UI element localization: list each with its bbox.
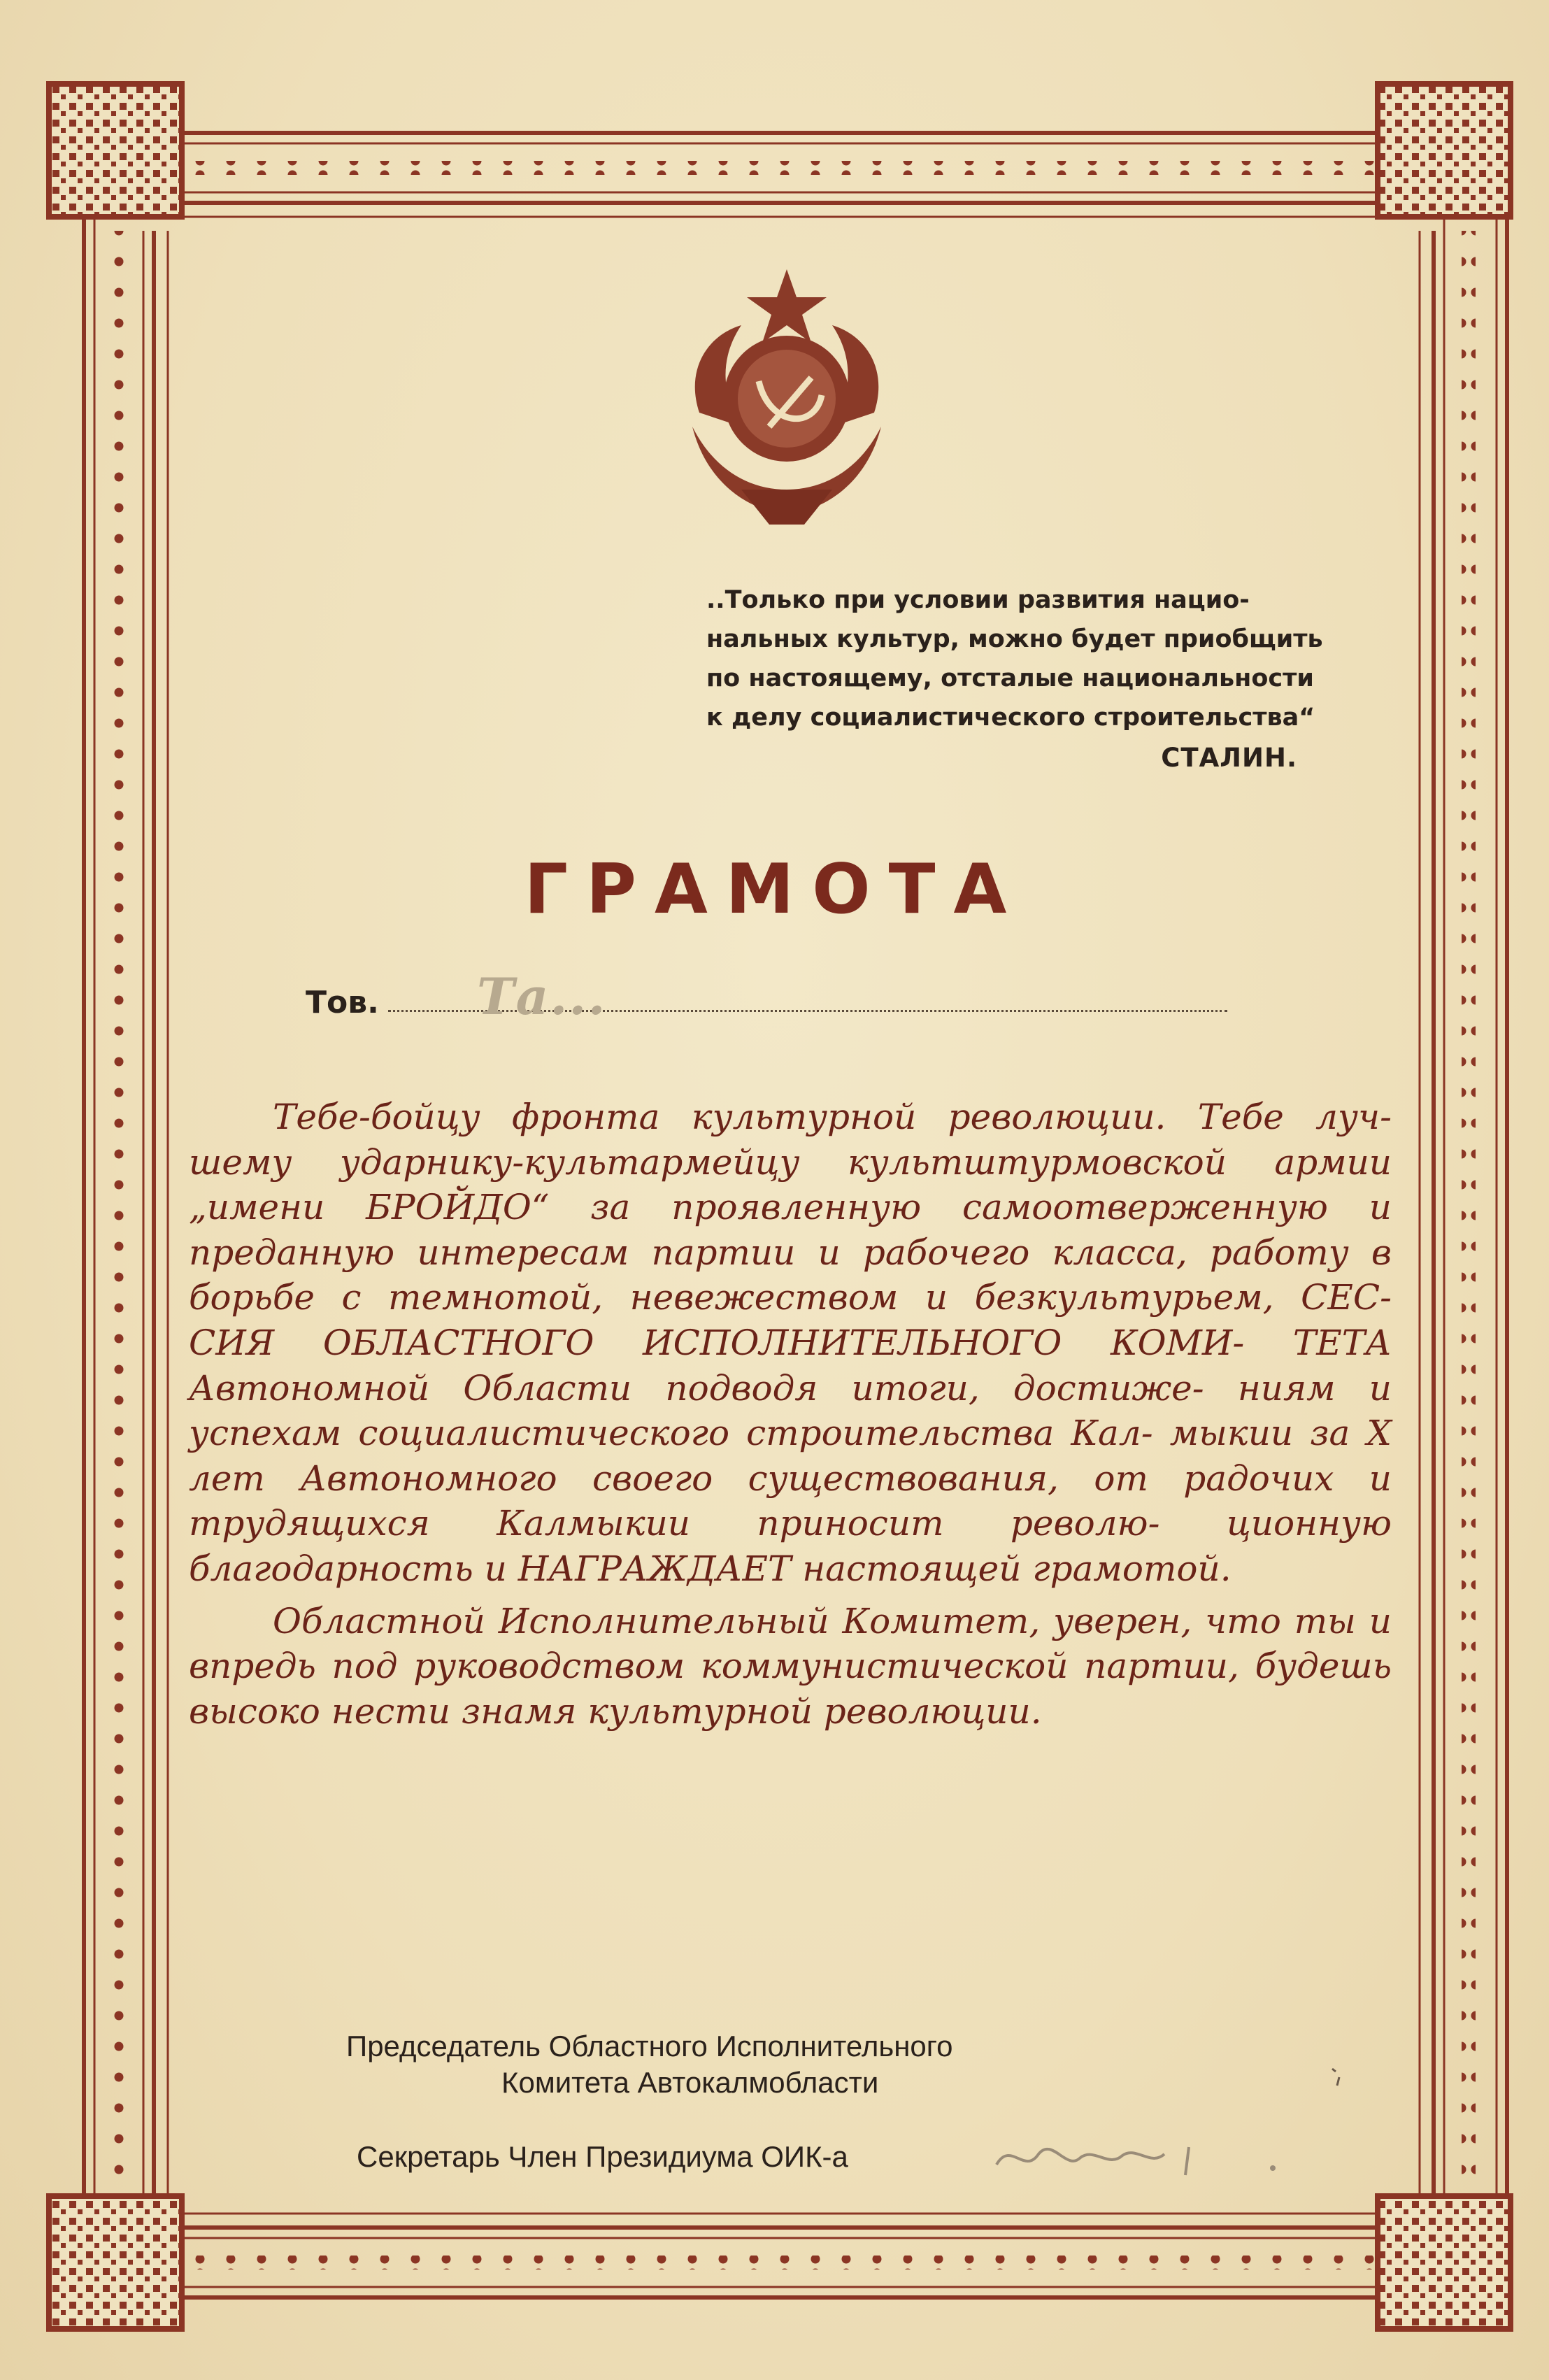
recipient-handwritten-name: Та...: [477, 967, 607, 1026]
body-line: радочих и трудящихся Калмыкии приносит револю-: [189, 1458, 1392, 1544]
chairman-title-line1: Председатель Областного Исполнительного: [346, 2030, 953, 2062]
body-line: грамотой.: [1032, 1548, 1232, 1589]
body-paragraph: [189, 1095, 1392, 1592]
recipient-label: Тов.: [306, 985, 379, 1020]
body-line: борьбе с темнотой, невежеством и безкультурьем, СЕС-: [189, 1277, 1392, 1318]
quote-line: к делу социалистического строительства“: [706, 704, 1315, 732]
body-line: преданную интересам партии и рабочего класса, работу в: [189, 1232, 1392, 1273]
body-line: ТЕТА Автономной Области подводя итоги, достиже-: [189, 1322, 1392, 1409]
quote-line: нальных культур, можно будет приобщить: [706, 625, 1323, 653]
body-line: Тебе-бойцу фронта культурной революции. Тебе луч-: [273, 1097, 1392, 1137]
quote-author: СТАЛИН.: [1161, 743, 1297, 773]
pen-mark: [1329, 2063, 1350, 2091]
handwritten-signature: [990, 2126, 1283, 2189]
chairman-title-line2: Комитета Автокалмобласти: [501, 2066, 879, 2099]
secretary-title: Секретарь Член Президиума ОИК-а: [357, 2140, 848, 2173]
recipient-line: [306, 967, 1285, 1028]
body-line: будешь высоко нести знамя культурной революции.: [189, 1646, 1392, 1732]
stalin-quote: [706, 580, 1392, 773]
body-line: ционную благодарность и НАГРАЖДАЕТ настоящей: [189, 1503, 1392, 1589]
certificate-body: [189, 1095, 1392, 1734]
soviet-emblem-icon: [664, 259, 909, 539]
quote-line: по настоящему, отсталые национальности: [706, 664, 1314, 692]
body-line: ты и впредь под руководством коммунистической партии,: [189, 1600, 1392, 1687]
body-line: СИЯ ОБЛАСТНОГО ИСПОЛНИТЕЛЬНОГО КОМИ-: [189, 1322, 1293, 1363]
body-line: Областной Исполнительный Комитет, уверен, что: [273, 1600, 1294, 1641]
quote-line: ..Только при условии развития нацио-: [706, 586, 1250, 614]
certificate-title: ГРАМОТА: [524, 850, 1025, 929]
body-line: шему ударнику-культармейцу культштурмовской армии: [189, 1141, 1392, 1183]
body-line: ниям и успехам социалистического строительства Кал-: [189, 1367, 1392, 1454]
body-line: мыкии за X лет Автономного своего существования, от: [189, 1413, 1392, 1499]
body-paragraph: [189, 1599, 1392, 1734]
body-line: „имени БРОЙДО“ за проявленную самоотверженную и: [189, 1187, 1392, 1228]
